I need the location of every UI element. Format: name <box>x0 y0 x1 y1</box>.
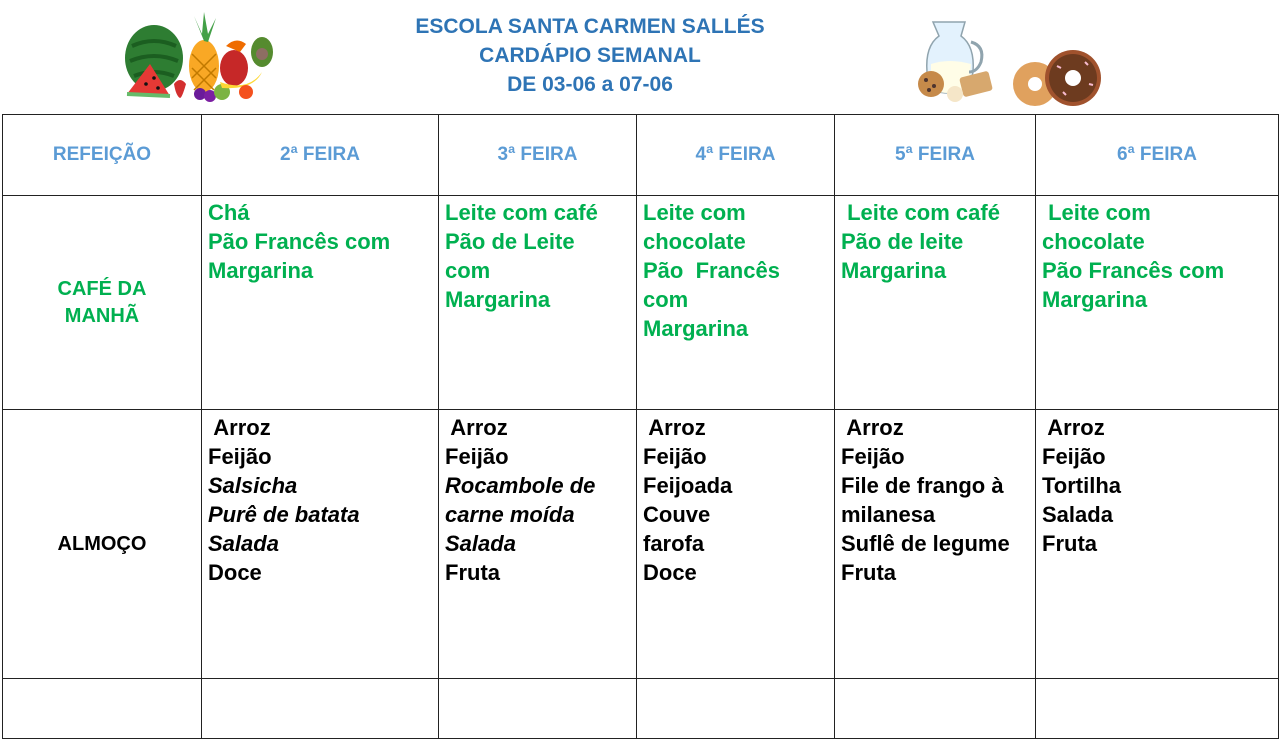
menu-item: Margarina <box>1042 287 1148 312</box>
breakfast-monday <box>202 196 439 410</box>
day-header-tuesday: 3ª FEIRA <box>439 115 637 196</box>
menu-item: Pão Francês com <box>208 229 391 254</box>
menu-title <box>340 12 840 99</box>
breakfast-illustration <box>903 12 1117 114</box>
empty-cell <box>202 679 439 739</box>
menu-item: Salada <box>1042 502 1113 527</box>
menu-item: Salsicha <box>208 473 298 498</box>
menu-item: Leite com <box>1042 200 1151 225</box>
menu-item: Margarina <box>208 258 314 283</box>
menu-item: Pão de Leite <box>445 229 575 254</box>
lunch-row <box>3 410 1279 679</box>
empty-cell <box>637 679 835 739</box>
empty-row <box>3 679 1279 739</box>
date-range: DE 03-06 a 07-06 <box>507 73 673 96</box>
menu-item: carne moída <box>445 502 575 527</box>
menu-item: Salada <box>208 531 279 556</box>
lunch-label: ALMOÇO <box>3 410 202 679</box>
menu-item: Suflê de legume <box>841 531 1010 556</box>
menu-item: com <box>643 287 689 312</box>
empty-cell <box>1036 679 1279 739</box>
menu-item: Margarina <box>841 258 947 283</box>
menu-item: Doce <box>208 560 262 585</box>
empty-cell <box>3 679 202 739</box>
menu-item: Feijão <box>643 444 707 469</box>
menu-item: Arroz <box>445 415 508 440</box>
menu-item: Pão Francês com <box>1042 258 1225 283</box>
lunch-friday <box>1036 410 1279 679</box>
day-header-wednesday: 4ª FEIRA <box>637 115 835 196</box>
breakfast-friday <box>1036 196 1279 410</box>
menu-item: Feijão <box>445 444 509 469</box>
menu-item: Arroz <box>1042 415 1105 440</box>
menu-item: Arroz <box>841 415 904 440</box>
menu-item: Leite com <box>643 200 746 225</box>
menu-item: com <box>445 258 491 283</box>
breakfast-thursday <box>835 196 1036 410</box>
menu-item: chocolate <box>643 229 746 254</box>
menu-item: Feijão <box>208 444 272 469</box>
empty-cell <box>439 679 637 739</box>
breakfast-wednesday <box>637 196 835 410</box>
menu-item: Arroz <box>643 415 706 440</box>
menu-item: Couve <box>643 502 711 527</box>
menu-item: Purê de batata <box>208 502 360 527</box>
day-header-friday: 6ª FEIRA <box>1036 115 1279 196</box>
menu-item: Fruta <box>1042 531 1097 556</box>
menu-item: Feijoada <box>643 473 733 498</box>
empty-cell <box>835 679 1036 739</box>
menu-item: Margarina <box>643 316 749 341</box>
menu-subtitle: CARDÁPIO SEMANAL <box>479 44 701 67</box>
menu-item: Feijão <box>841 444 905 469</box>
meal-column-header: REFEIÇÃO <box>3 115 202 196</box>
lunch-thursday <box>835 410 1036 679</box>
menu-item: File de frango à <box>841 473 1004 498</box>
breakfast-row <box>3 196 1279 410</box>
menu-item: milanesa <box>841 502 936 527</box>
menu-item: farofa <box>643 531 705 556</box>
menu-item: Doce <box>643 560 697 585</box>
menu-item: Leite com café <box>445 200 598 225</box>
menu-item: Tortilha <box>1042 473 1122 498</box>
menu-item: chocolate <box>1042 229 1145 254</box>
menu-item: Salada <box>445 531 516 556</box>
header-row <box>3 115 1279 196</box>
menu-item: Pão Francês <box>643 258 780 283</box>
menu-item: Rocambole de <box>445 473 596 498</box>
lunch-tuesday <box>439 410 637 679</box>
menu-item: Arroz <box>208 415 271 440</box>
menu-item: Feijão <box>1042 444 1106 469</box>
menu-item: Fruta <box>445 560 500 585</box>
menu-item: Fruta <box>841 560 896 585</box>
weekly-menu-table <box>2 114 1279 739</box>
menu-item: Pão de leite <box>841 229 964 254</box>
lunch-wednesday <box>637 410 835 679</box>
day-header-monday: 2ª FEIRA <box>202 115 439 196</box>
lunch-monday <box>202 410 439 679</box>
menu-item: Leite com café <box>841 200 1000 225</box>
school-name: ESCOLA SANTA CARMEN SALLÉS <box>415 15 765 38</box>
day-header-thursday: 5ª FEIRA <box>835 115 1036 196</box>
breakfast-tuesday <box>439 196 637 410</box>
menu-item: Margarina <box>445 287 551 312</box>
menu-item: Chá <box>208 200 250 225</box>
fruits-illustration <box>122 6 278 105</box>
breakfast-label: CAFÉ DA MANHÃ <box>3 196 202 410</box>
